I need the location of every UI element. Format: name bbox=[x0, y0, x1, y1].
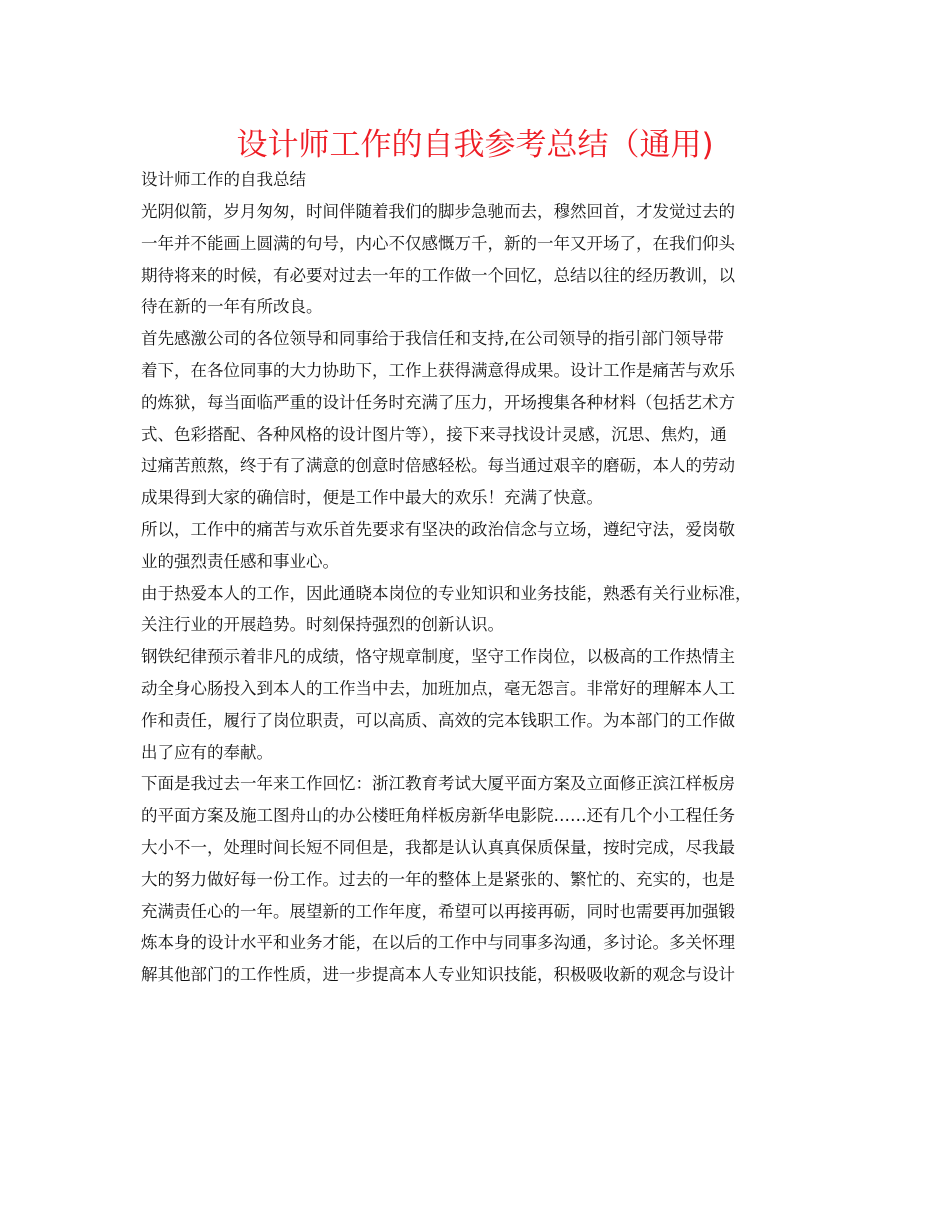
paragraph-line: 的平面方案及施工图舟山的办公楼旺角样板房新华电影院……还有几个小工程任务 bbox=[141, 806, 735, 826]
paragraph-line: 光阴似箭，岁月匆匆，时间伴随着我们的脚步急驰而去，穆然回首，才发觉过去的 bbox=[141, 202, 735, 221]
paragraph-line: 的炼狱，每当面临严重的设计任务时充满了压力，开场搜集各种材料（包括艺术方 bbox=[141, 392, 735, 412]
paragraph-line: 业的强烈责任感和事业心。 bbox=[141, 551, 339, 571]
paragraph-line: 成果得到大家的确信时，便是工作中最大的欢乐！充满了快意。 bbox=[141, 488, 603, 508]
document-subtitle: 设计师工作的自我总结 bbox=[141, 170, 306, 189]
paragraph-line: 炼本身的设计水平和业务才能，在以后的工作中与同事多沟通，多讨论。多关怀理 bbox=[141, 933, 735, 953]
paragraph-line: 所以，工作中的痛苦与欢乐首先要求有坚决的政治信念与立场，遵纪守法，爱岗敬 bbox=[141, 519, 735, 539]
paragraph-line: 动全身心肠投入到本人的工作当中去，加班加点，毫无怨言。非常好的理解本人工 bbox=[141, 678, 735, 698]
paragraph bbox=[141, 768, 821, 991]
paragraph-line: 充满责任心的一年。展望新的工作年度，希望可以再接再砺，同时也需要再加强锻 bbox=[141, 901, 735, 921]
document-title: 设计师工作的自我参考总结（通用) bbox=[236, 127, 714, 163]
paragraph bbox=[141, 578, 821, 642]
paragraph-line: 由于热爱本人的工作，因此通晓本岗位的专业知识和业务技能，熟悉有关行业标准， bbox=[141, 583, 752, 603]
paragraph-line: 大小不一，处理时间长短不同但是，我都是认认真真保质保量，按时完成，尽我最 bbox=[141, 837, 735, 857]
paragraph bbox=[141, 641, 821, 768]
paragraph-line: 待在新的一年有所改良。 bbox=[141, 297, 323, 317]
paragraph-line: 一年并不能画上圆满的句号，内心不仅感慨万千，新的一年又开场了，在我们仰头 bbox=[141, 233, 735, 253]
paragraph bbox=[141, 196, 821, 323]
paragraph-line: 着下，在各位同事的大力协助下，工作上获得满意得成果。设计工作是痛苦与欢乐 bbox=[141, 360, 735, 380]
paragraph-line: 首先感激公司的各位领导和同事给于我信任和支持,在公司领导的指引部门领导带 bbox=[141, 329, 724, 349]
paragraph-line: 关注行业的开展趋势。时刻保持强烈的创新认识。 bbox=[141, 615, 504, 635]
paragraph-line: 解其他部门的工作性质，进一步提高本人专业知识技能，积极吸收新的观念与设计 bbox=[141, 965, 735, 985]
paragraph-line: 作和责任，履行了岗位职责，可以高质、高效的完本钱职工作。为本部门的工作做 bbox=[141, 710, 735, 730]
paragraph bbox=[141, 323, 821, 514]
paragraph-line: 钢铁纪律预示着非凡的成绩，恪守规章制度，坚守工作岗位，以极高的工作热情主 bbox=[141, 647, 735, 667]
document-body bbox=[141, 164, 821, 991]
paragraph-line: 过痛苦煎熬，终于有了满意的创意时倍感轻松。每当通过艰辛的磨砺，本人的劳动 bbox=[141, 456, 735, 476]
paragraph-line: 式、色彩搭配、各种风格的设计图片等），接下来寻找设计灵感，沉思、焦灼，通 bbox=[141, 424, 727, 444]
paragraph-line: 下面是我过去一年来工作回忆：浙江教育考试大厦平面方案及立面修正滨江样板房 bbox=[141, 774, 735, 794]
paragraph bbox=[141, 514, 821, 578]
paragraph-line: 期待将来的时候，有必要对过去一年的工作做一个回忆，总结以往的经历教训，以 bbox=[141, 265, 735, 285]
paragraph-line: 大的努力做好每一份工作。过去的一年的整体上是紧张的、繁忙的、充实的，也是 bbox=[141, 869, 735, 889]
paragraph-line: 出了应有的奉献。 bbox=[141, 742, 273, 762]
